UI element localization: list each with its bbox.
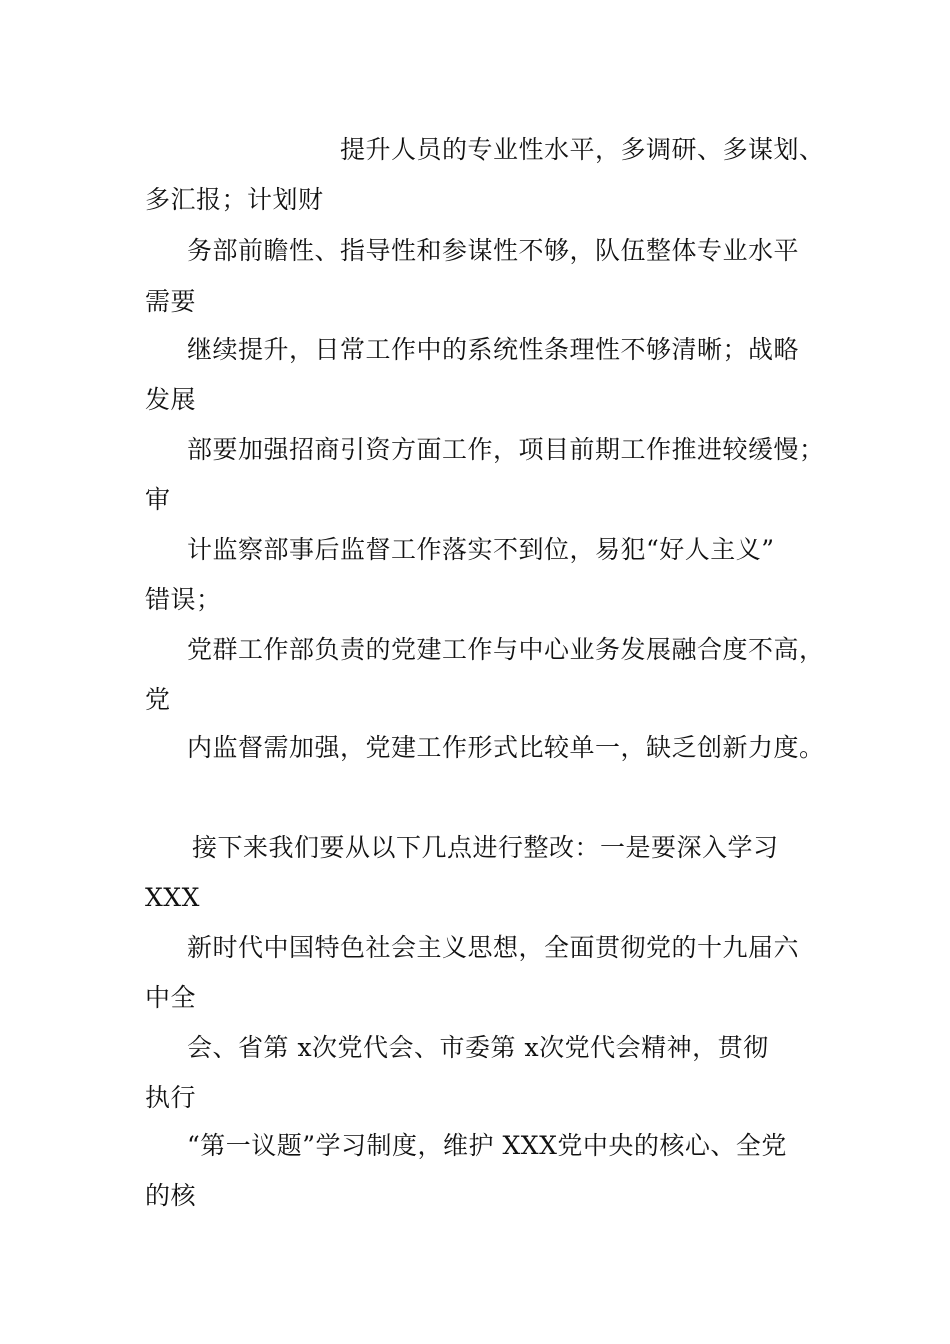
text-line: 会、省第 x次党代会、市委第 x次党代会精神，贯彻 [187, 1033, 769, 1062]
text-line: “第一议题”学习制度，维护 XXX党中央的核心、全党 [187, 1131, 787, 1160]
text-line: 接下来我们要从以下几点进行整改：一是要深入学习 [192, 833, 779, 862]
text-line: 的核 [145, 1181, 197, 1210]
text-line: 新时代中国特色社会主义思想，全面贯彻党的十九届六 [187, 933, 800, 962]
text-line: XXX [145, 883, 200, 912]
text-line: 提升人员的专业性水平，多调研、多谋划、 [340, 135, 825, 164]
text-line: 计监察部事后监督工作落实不到位，易犯“好人主义” [187, 535, 775, 564]
text-line: 多汇报；计划财 [145, 185, 324, 214]
text-line: 内监督需加强，党建工作形式比较单一，缺乏创新力度。 [187, 733, 825, 762]
text-line: 党 [145, 685, 171, 714]
text-line: 审 [145, 485, 171, 514]
text-line: 继续提升，日常工作中的系统性条理性不够清晰；战略 [187, 335, 800, 364]
text-line: 需要 [145, 287, 197, 316]
text-line: 执行 [145, 1083, 197, 1112]
text-line: 发展 [145, 385, 197, 414]
text-line: 错误； [145, 585, 222, 614]
text-line: 党群工作部负责的党建工作与中心业务发展融合度不高， [187, 635, 825, 664]
text-line: 部要加强招商引资方面工作，项目前期工作推进较缓慢； [187, 435, 825, 464]
text-line: 中全 [145, 983, 197, 1012]
text-line: 务部前瞻性、指导性和参谋性不够，队伍整体专业水平 [187, 236, 800, 265]
